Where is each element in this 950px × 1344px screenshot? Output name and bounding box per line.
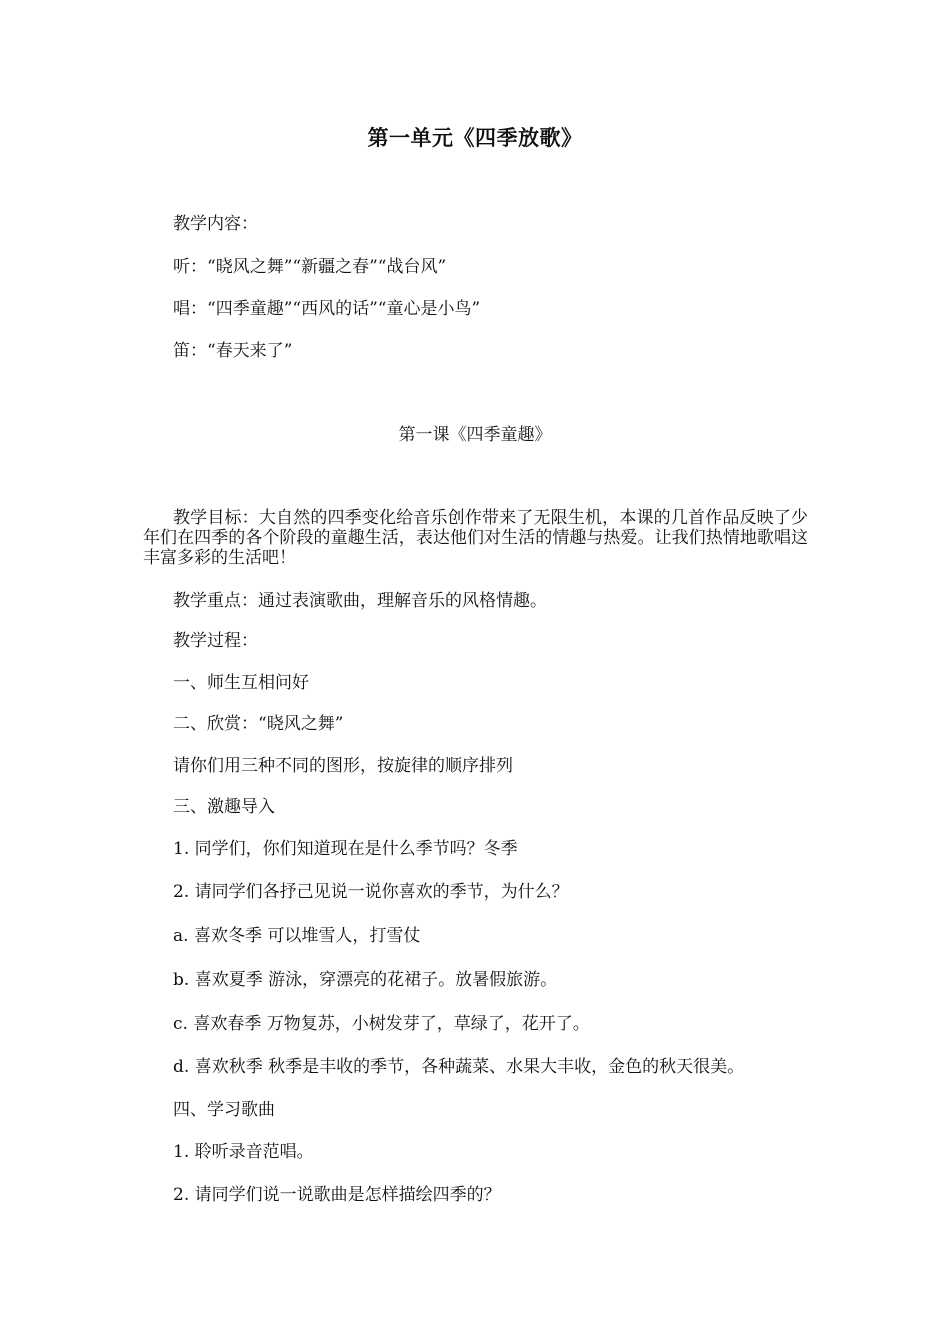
objective-paragraph: 教学目标：大自然的四季变化给音乐创作带来了无限生机，本课的几首作品反映了少年们在四季的各个阶段的童趣生活，表达他们对生活的情趣与热爱。让我们热情地歌唱这丰富多彩的生活吧！ bbox=[143, 508, 808, 568]
question-1: 1. 同学们，你们知道现在是什么季节吗？冬季 bbox=[173, 839, 518, 859]
answer-c: c. 喜欢春季 万物复苏，小树发芽了，草绿了，花开了。 bbox=[173, 1014, 590, 1034]
song-step-2: 2. 请同学们说一说歌曲是怎样描绘四季的？ bbox=[173, 1185, 501, 1205]
step-1: 一、师生互相问好 bbox=[173, 673, 309, 693]
step-4: 四、学习歌曲 bbox=[173, 1100, 275, 1120]
step-2-detail: 请你们用三种不同的图形，按旋律的顺序排列 bbox=[173, 756, 513, 776]
answer-d: d. 喜欢秋季 秋季是丰收的季节，各种蔬菜、水果大丰收，金色的秋天很美。 bbox=[173, 1057, 745, 1077]
answer-b: b. 喜欢夏季 游泳，穿漂亮的花裙子。放暑假旅游。 bbox=[173, 970, 558, 990]
sing-line: 唱：“四季童趣”“西风的话”“童心是小鸟” bbox=[173, 299, 481, 319]
flute-line: 笛：“春天来了” bbox=[173, 341, 293, 361]
listen-line: 听：“晓风之舞”“新疆之春”“战台风” bbox=[173, 257, 447, 277]
answer-a: a. 喜欢冬季 可以堆雪人，打雪仗 bbox=[173, 926, 421, 946]
song-step-1: 1. 聆听录音范唱。 bbox=[173, 1142, 314, 1162]
unit-title: 第一单元《四季放歌》 bbox=[367, 125, 583, 150]
step-3: 三、激趣导入 bbox=[173, 797, 275, 817]
key-point: 教学重点：通过表演歌曲，理解音乐的风格情趣。 bbox=[173, 591, 547, 611]
step-2: 二、欣赏：“晓风之舞” bbox=[173, 714, 344, 734]
question-2: 2. 请同学们各抒己见说一说你喜欢的季节，为什么？ bbox=[173, 882, 569, 902]
content-heading: 教学内容： bbox=[173, 214, 258, 234]
process-heading: 教学过程： bbox=[173, 631, 258, 651]
lesson-title: 第一课《四季童趣》 bbox=[398, 425, 552, 445]
